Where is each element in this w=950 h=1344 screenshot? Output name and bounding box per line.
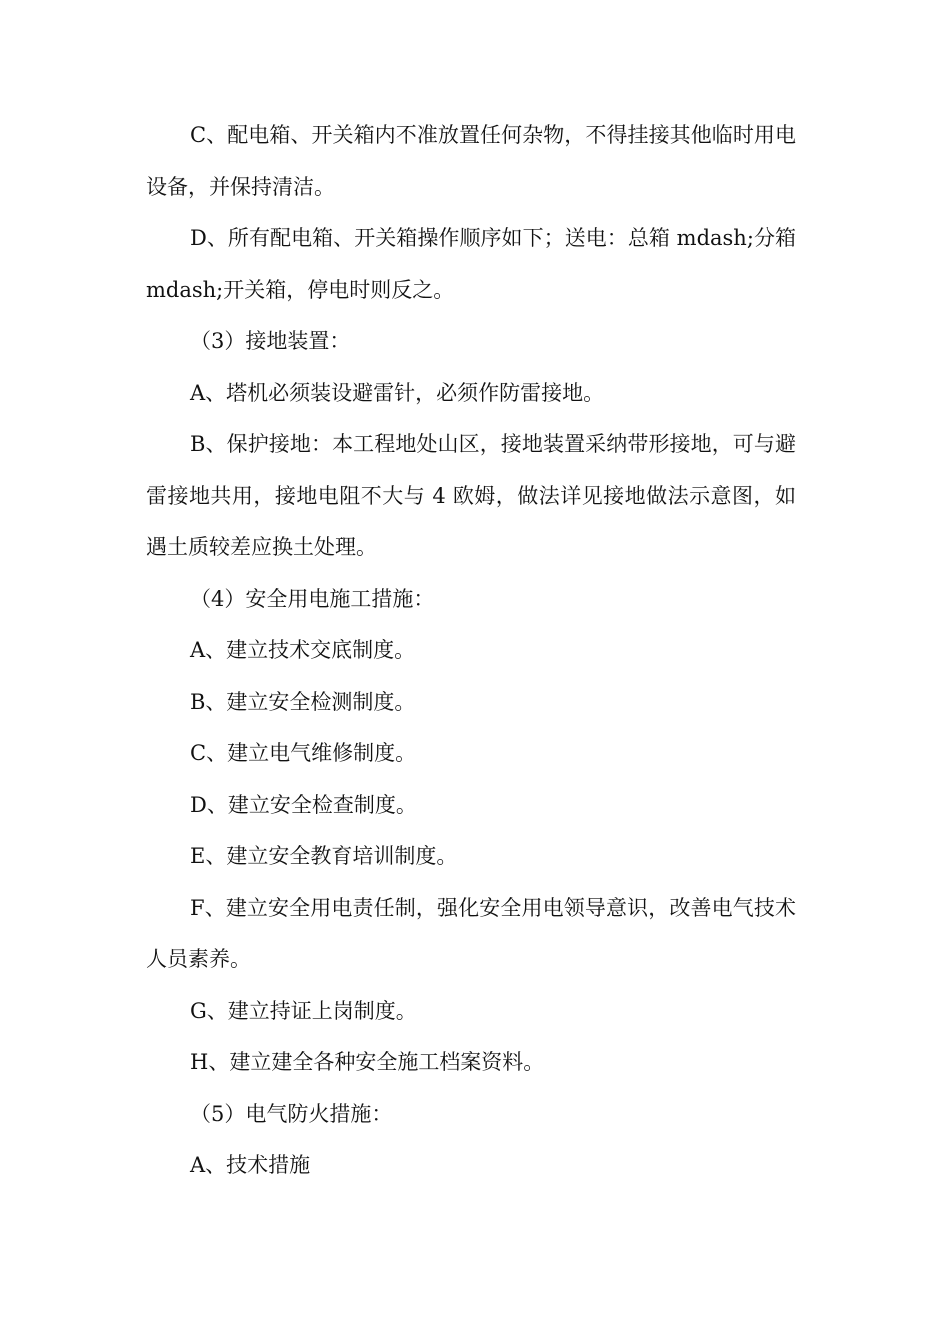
paragraph-d-operation-order: D、所有配电箱、开关箱操作顺序如下；送电：总箱 mdash;分箱 mdash;开关箱，停电时则反之。 [146,226,796,302]
paragraph-a-lightning-rod: A、塔机必须装设避雷针，必须作防雷接地。 [190,380,605,405]
section-heading-grounding: （3）接地装置： [190,329,351,353]
list-item-b: B、建立安全检测制度。 [190,689,416,714]
list-item-technical-measures: A、技术措施 [190,1153,311,1177]
section-heading-fire-prevention: （5）电气防火措施： [190,1101,393,1126]
document-body [146,110,796,1192]
paragraph-b-protective-grounding: B、保护接地：本工程地处山区，接地装置采纳带形接地，可与避雷接地共用，接地电阻不大与 4 欧姆，做法详见接地做法示意图，如遇土质较差应换土处理。 [146,432,796,559]
paragraph-c-distribution-box: C、配电箱、开关箱内不准放置任何杂物，不得挂接其他临时用电设备，并保持清洁。 [146,123,796,199]
list-item-f: F、建立安全用电责任制，强化安全用电领导意识，改善电气技术人员素养。 [146,895,796,971]
list-item-g: G、建立持证上岗制度。 [190,998,417,1023]
list-item-c: C、建立电气维修制度。 [190,741,417,765]
list-item-d: D、建立安全检查制度。 [190,792,417,817]
list-item-e: E、建立安全教育培训制度。 [190,844,458,868]
list-item-a: A、建立技术交底制度。 [190,638,416,662]
list-item-h: H、建立建全各种安全施工档案资料。 [190,1050,545,1074]
section-heading-safety-measures: （4）安全用电施工措施： [190,586,435,611]
